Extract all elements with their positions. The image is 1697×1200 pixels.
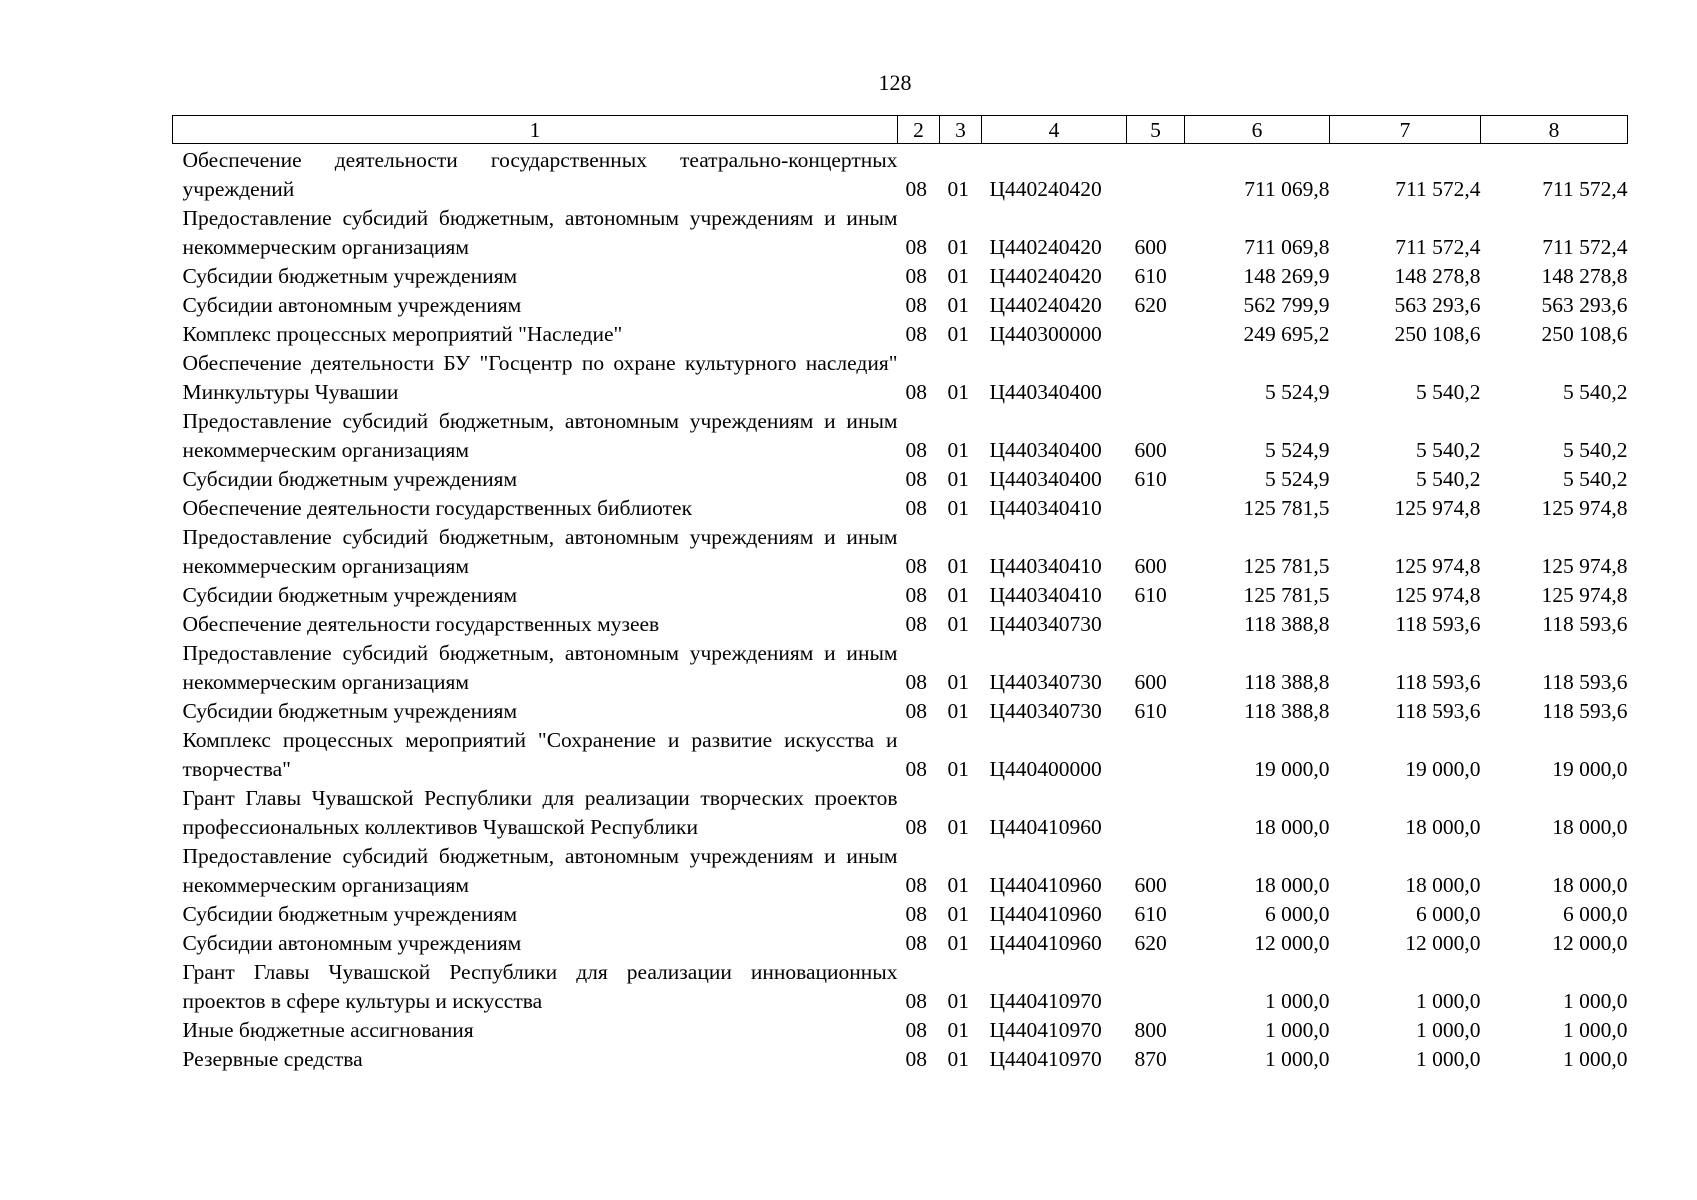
amount-col-7: 5 540,2 xyxy=(1416,467,1481,491)
expense-type-code: 870 xyxy=(1134,1047,1167,1071)
section-code: 08 xyxy=(905,989,927,1013)
row-name: Субсидии бюджетным учреждениям xyxy=(182,264,518,288)
expense-type-code xyxy=(1127,494,1185,523)
amount-col-6: 711 069,8 xyxy=(1244,177,1330,201)
target-article-code: Ц440410970 xyxy=(989,1018,1102,1042)
amount-col-8: 118 593,6 xyxy=(1542,670,1628,694)
section-code: 08 xyxy=(905,670,927,694)
section-code: 08 xyxy=(905,177,927,201)
target-article-code: Ц440240420 xyxy=(989,235,1102,259)
amount-col-8: 6 000,0 xyxy=(1563,902,1628,926)
table-row xyxy=(173,610,1628,639)
target-article-code: Ц440240420 xyxy=(989,293,1102,317)
amount-col-7: 19 000,0 xyxy=(1405,757,1481,781)
amount-col-6: 6 000,0 xyxy=(1265,902,1330,926)
subsection-code: 01 xyxy=(947,177,969,201)
amount-col-6: 1 000,0 xyxy=(1265,989,1330,1013)
amount-col-8: 19 000,0 xyxy=(1552,757,1628,781)
table-row xyxy=(173,523,1628,581)
section-code: 08 xyxy=(905,293,927,317)
row-name: Обеспечение деятельности государственных музеев xyxy=(182,612,660,636)
subsection-code: 01 xyxy=(947,1047,969,1071)
expense-type-code: 600 xyxy=(1134,873,1167,897)
target-article-code: Ц440410970 xyxy=(989,989,1102,1013)
column-header: 6 xyxy=(1185,116,1330,144)
amount-col-6: 118 388,8 xyxy=(1244,699,1330,723)
table-row xyxy=(173,900,1628,929)
row-name: Предоставление субсидий бюджетным, автономным учреждениям и иным некоммерческим организациям xyxy=(182,844,898,897)
subsection-code: 01 xyxy=(947,757,969,781)
expense-type-code xyxy=(1127,320,1185,349)
section-code: 08 xyxy=(905,815,927,839)
target-article-code: Ц440340400 xyxy=(989,380,1102,404)
amount-col-8: 125 974,8 xyxy=(1541,496,1628,520)
amount-col-6: 125 781,5 xyxy=(1243,496,1330,520)
expense-type-code: 610 xyxy=(1134,902,1167,926)
section-code: 08 xyxy=(905,235,927,259)
subsection-code: 01 xyxy=(947,438,969,462)
section-code: 08 xyxy=(905,467,927,491)
amount-col-8: 1 000,0 xyxy=(1563,989,1628,1013)
amount-col-7: 1 000,0 xyxy=(1416,1047,1481,1071)
table-row xyxy=(173,407,1628,465)
table-row xyxy=(173,1016,1628,1045)
amount-col-8: 250 108,6 xyxy=(1541,322,1628,346)
row-name: Субсидии автономным учреждениям xyxy=(182,293,522,317)
target-article-code: Ц440410960 xyxy=(989,902,1102,926)
table-row xyxy=(173,639,1628,697)
amount-col-8: 5 540,2 xyxy=(1563,438,1628,462)
amount-col-6: 18 000,0 xyxy=(1254,815,1330,839)
row-name: Резервные средства xyxy=(182,1047,363,1071)
column-header: 1 xyxy=(173,116,898,144)
target-article-code: Ц440340400 xyxy=(989,438,1102,462)
amount-col-8: 118 593,6 xyxy=(1542,612,1628,636)
amount-col-7: 711 572,4 xyxy=(1395,177,1481,201)
row-name: Предоставление субсидий бюджетным, автономным учреждениям и иным некоммерческим организациям xyxy=(182,641,898,694)
amount-col-8: 1 000,0 xyxy=(1563,1018,1628,1042)
subsection-code: 01 xyxy=(947,873,969,897)
expense-type-code: 610 xyxy=(1134,699,1167,723)
target-article-code: Ц440340730 xyxy=(989,670,1102,694)
table-row xyxy=(173,320,1628,349)
amount-col-6: 118 388,8 xyxy=(1244,670,1330,694)
amount-col-6: 125 781,5 xyxy=(1243,583,1330,607)
section-code: 08 xyxy=(905,931,927,955)
row-name: Грант Главы Чувашской Республики для реализации инновационных проектов в сфере культуры и искусства xyxy=(182,960,898,1013)
expense-type-code xyxy=(1127,610,1185,639)
amount-col-8: 18 000,0 xyxy=(1552,873,1628,897)
subsection-code: 01 xyxy=(947,699,969,723)
subsection-code: 01 xyxy=(947,815,969,839)
amount-col-6: 19 000,0 xyxy=(1254,757,1330,781)
expense-type-code: 800 xyxy=(1134,1018,1167,1042)
expense-type-code xyxy=(1127,958,1185,1016)
amount-col-6: 5 524,9 xyxy=(1265,380,1330,404)
target-article-code: Ц440340410 xyxy=(989,554,1102,578)
section-code: 08 xyxy=(905,1018,927,1042)
section-code: 08 xyxy=(905,699,927,723)
subsection-code: 01 xyxy=(947,670,969,694)
target-article-code: Ц440300000 xyxy=(989,322,1102,346)
expense-type-code: 620 xyxy=(1134,293,1167,317)
amount-col-6: 118 388,8 xyxy=(1244,612,1330,636)
target-article-code: Ц440240420 xyxy=(989,264,1102,288)
budget-table xyxy=(172,115,1628,1074)
amount-col-8: 5 540,2 xyxy=(1563,380,1628,404)
expense-type-code: 620 xyxy=(1134,931,1167,955)
amount-col-6: 5 524,9 xyxy=(1265,467,1330,491)
page-number: 128 xyxy=(878,70,912,95)
table-row xyxy=(173,494,1628,523)
amount-col-7: 18 000,0 xyxy=(1405,873,1481,897)
row-name: Предоставление субсидий бюджетным, автономным учреждениям и иным некоммерческим организациям xyxy=(182,525,898,578)
subsection-code: 01 xyxy=(947,1018,969,1042)
subsection-code: 01 xyxy=(947,583,969,607)
section-code: 08 xyxy=(905,612,927,636)
subsection-code: 01 xyxy=(947,931,969,955)
amount-col-7: 125 974,8 xyxy=(1394,496,1481,520)
target-article-code: Ц440410970 xyxy=(989,1047,1102,1071)
amount-col-7: 118 593,6 xyxy=(1395,670,1481,694)
column-header: 4 xyxy=(982,116,1127,144)
table-row xyxy=(173,144,1628,205)
amount-col-7: 250 108,6 xyxy=(1394,322,1481,346)
column-number-header-row xyxy=(173,116,1628,144)
row-name: Субсидии бюджетным учреждениям xyxy=(182,902,518,926)
amount-col-8: 148 278,8 xyxy=(1541,264,1628,288)
expense-type-code: 610 xyxy=(1134,264,1167,288)
target-article-code: Ц440340410 xyxy=(989,496,1102,520)
amount-col-6: 562 799,9 xyxy=(1243,293,1330,317)
subsection-code: 01 xyxy=(947,293,969,317)
subsection-code: 01 xyxy=(947,612,969,636)
amount-col-7: 125 974,8 xyxy=(1394,554,1481,578)
column-header: 2 xyxy=(898,116,940,144)
row-name: Комплекс процессных мероприятий "Наследие" xyxy=(182,322,623,346)
expense-type-code xyxy=(1127,349,1185,407)
subsection-code: 01 xyxy=(947,322,969,346)
amount-col-8: 18 000,0 xyxy=(1552,815,1628,839)
amount-col-8: 711 572,4 xyxy=(1542,177,1628,201)
section-code: 08 xyxy=(905,554,927,578)
subsection-code: 01 xyxy=(947,235,969,259)
amount-col-7: 1 000,0 xyxy=(1416,1018,1481,1042)
table-row xyxy=(173,1045,1628,1074)
column-header: 3 xyxy=(940,116,982,144)
section-code: 08 xyxy=(905,322,927,346)
target-article-code: Ц440340730 xyxy=(989,699,1102,723)
target-article-code: Ц440340410 xyxy=(989,583,1102,607)
row-name: Субсидии бюджетным учреждениям xyxy=(182,583,518,607)
table-row xyxy=(173,842,1628,900)
section-code: 08 xyxy=(905,757,927,781)
subsection-code: 01 xyxy=(947,496,969,520)
table-row xyxy=(173,726,1628,784)
amount-col-8: 5 540,2 xyxy=(1563,467,1628,491)
row-name: Обеспечение деятельности государственных библиотек xyxy=(182,496,693,520)
target-article-code: Ц440340730 xyxy=(989,612,1102,636)
table-row xyxy=(173,465,1628,494)
subsection-code: 01 xyxy=(947,264,969,288)
amount-col-8: 563 293,6 xyxy=(1541,293,1628,317)
amount-col-8: 711 572,4 xyxy=(1542,235,1628,259)
expense-type-code xyxy=(1127,726,1185,784)
amount-col-7: 125 974,8 xyxy=(1394,583,1481,607)
expense-type-code xyxy=(1127,784,1185,842)
expense-type-code xyxy=(1127,144,1185,205)
amount-col-7: 12 000,0 xyxy=(1405,931,1481,955)
row-name: Обеспечение деятельности государственных театрально-концертных учреждений xyxy=(182,148,898,201)
amount-col-7: 118 593,6 xyxy=(1395,612,1481,636)
column-header: 7 xyxy=(1330,116,1481,144)
row-name: Предоставление субсидий бюджетным, автономным учреждениям и иным некоммерческим организациям xyxy=(182,409,898,462)
target-article-code: Ц440340400 xyxy=(989,467,1102,491)
target-article-code: Ц440240420 xyxy=(989,177,1102,201)
table-row xyxy=(173,784,1628,842)
amount-col-7: 711 572,4 xyxy=(1395,235,1481,259)
table-row xyxy=(173,697,1628,726)
amount-col-6: 125 781,5 xyxy=(1243,554,1330,578)
expense-type-code: 600 xyxy=(1134,670,1167,694)
target-article-code: Ц440410960 xyxy=(989,873,1102,897)
section-code: 08 xyxy=(905,873,927,897)
section-code: 08 xyxy=(905,264,927,288)
amount-col-6: 12 000,0 xyxy=(1254,931,1330,955)
table-row xyxy=(173,291,1628,320)
expense-type-code: 600 xyxy=(1134,554,1167,578)
row-name: Субсидии бюджетным учреждениям xyxy=(182,467,518,491)
amount-col-8: 1 000,0 xyxy=(1563,1047,1628,1071)
amount-col-7: 118 593,6 xyxy=(1395,699,1481,723)
expense-type-code: 610 xyxy=(1134,583,1167,607)
amount-col-8: 125 974,8 xyxy=(1541,554,1628,578)
amount-col-7: 563 293,6 xyxy=(1394,293,1481,317)
row-name: Предоставление субсидий бюджетным, автономным учреждениям и иным некоммерческим организациям xyxy=(182,206,898,259)
amount-col-6: 5 524,9 xyxy=(1265,438,1330,462)
table-row xyxy=(173,958,1628,1016)
column-header: 8 xyxy=(1481,116,1628,144)
table-row xyxy=(173,262,1628,291)
subsection-code: 01 xyxy=(947,380,969,404)
amount-col-7: 148 278,8 xyxy=(1394,264,1481,288)
section-code: 08 xyxy=(905,380,927,404)
target-article-code: Ц440400000 xyxy=(989,757,1102,781)
amount-col-7: 5 540,2 xyxy=(1416,438,1481,462)
amount-col-7: 6 000,0 xyxy=(1416,902,1481,926)
expense-type-code: 610 xyxy=(1134,467,1167,491)
section-code: 08 xyxy=(905,1047,927,1071)
amount-col-6: 18 000,0 xyxy=(1254,873,1330,897)
table-row xyxy=(173,581,1628,610)
section-code: 08 xyxy=(905,902,927,926)
subsection-code: 01 xyxy=(947,554,969,578)
target-article-code: Ц440410960 xyxy=(989,815,1102,839)
row-name: Субсидии бюджетным учреждениям xyxy=(182,699,518,723)
amount-col-7: 18 000,0 xyxy=(1405,815,1481,839)
row-name: Комплекс процессных мероприятий "Сохранение и развитие искусства и творчества" xyxy=(182,728,898,781)
row-name: Обеспечение деятельности БУ "Госцентр по охране культурного наследия" Минкультуры Чувашии xyxy=(182,351,898,404)
row-name: Субсидии автономным учреждениям xyxy=(182,931,522,955)
row-name: Грант Главы Чувашской Республики для реализации творческих проектов профессиональных коллективов Чувашской Республики xyxy=(182,786,898,839)
amount-col-7: 5 540,2 xyxy=(1416,380,1481,404)
section-code: 08 xyxy=(905,438,927,462)
amount-col-6: 249 695,2 xyxy=(1243,322,1330,346)
amount-col-6: 711 069,8 xyxy=(1244,235,1330,259)
expense-type-code: 600 xyxy=(1134,438,1167,462)
row-name: Иные бюджетные ассигнования xyxy=(182,1018,474,1042)
amount-col-7: 1 000,0 xyxy=(1416,989,1481,1013)
amount-col-8: 125 974,8 xyxy=(1541,583,1628,607)
amount-col-6: 1 000,0 xyxy=(1265,1047,1330,1071)
section-code: 08 xyxy=(905,496,927,520)
subsection-code: 01 xyxy=(947,989,969,1013)
table-row xyxy=(173,929,1628,958)
section-code: 08 xyxy=(905,583,927,607)
table-row xyxy=(173,349,1628,407)
amount-col-6: 148 269,9 xyxy=(1243,264,1330,288)
amount-col-8: 12 000,0 xyxy=(1552,931,1628,955)
target-article-code: Ц440410960 xyxy=(989,931,1102,955)
amount-col-6: 1 000,0 xyxy=(1265,1018,1330,1042)
column-header: 5 xyxy=(1127,116,1185,144)
table-row xyxy=(173,204,1628,262)
amount-col-8: 118 593,6 xyxy=(1542,699,1628,723)
expense-type-code: 600 xyxy=(1134,235,1167,259)
subsection-code: 01 xyxy=(947,467,969,491)
subsection-code: 01 xyxy=(947,902,969,926)
